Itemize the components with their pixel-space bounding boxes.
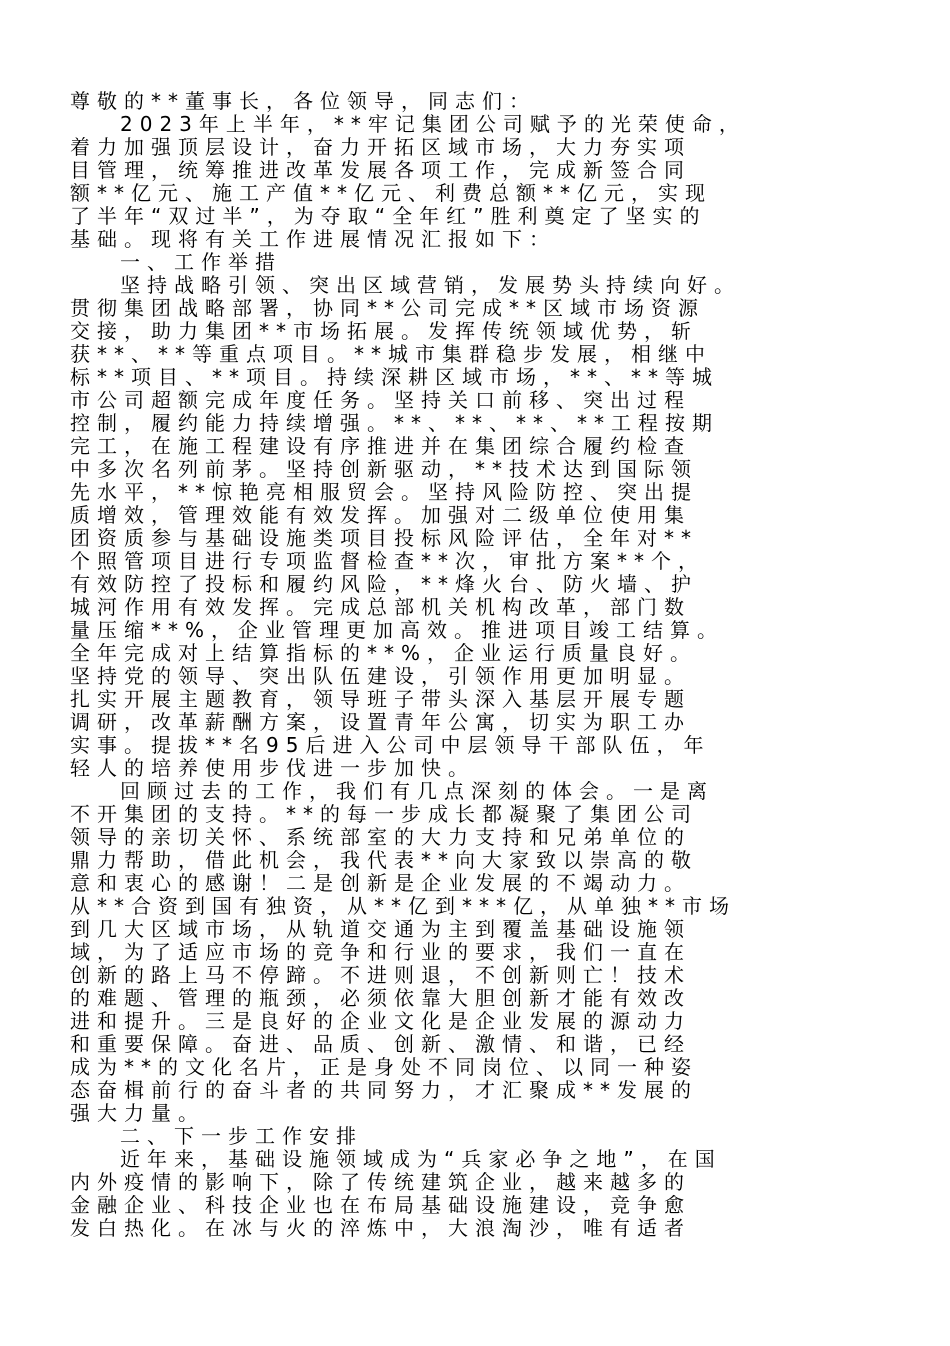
text-line: 了半年“双过半”，为夺取“全年红”胜利奠定了坚实的 — [70, 204, 707, 228]
text-line: 中多次名列前茅。坚持创新驱动，**技术达到国际领 — [70, 457, 698, 481]
text-line: 额**亿元、施工产值**亿元、利费总额**亿元，实现 — [70, 181, 712, 205]
text-line: 鼎力帮助，借此机会，我代表**向大家致以崇高的敬 — [70, 848, 698, 872]
text-line: 量压缩**%，企业管理更加高效。推进项目竣工结算。 — [70, 618, 725, 642]
text-line: 回顾过去的工作，我们有几点深刻的体会。一是离 — [120, 779, 714, 803]
text-line: 全年完成对上结算指标的**%，企业运行质量良好。 — [70, 641, 698, 665]
text-line: 成为**的文化名片，正是身处不同岗位、以同一种姿 — [70, 1055, 698, 1079]
text-line: 贯彻集团战略部署，协同**公司完成**区域市场资源 — [70, 296, 705, 320]
text-line: 个照管项目进行专项监督检查**次，审批方案**个， — [70, 549, 705, 573]
text-line: 强大力量。 — [70, 1101, 205, 1125]
text-line: 控制，履约能力持续增强。**、**、**、**工程按期 — [70, 411, 719, 435]
text-line: 完工，在施工程建设有序推进并在集团综合履约检查 — [70, 434, 691, 458]
text-line: 调研，改革薪酬方案，设置青年公寓，切实为职工办 — [70, 710, 691, 734]
text-line: 不开集团的支持。**的每一步成长都凝聚了集团公司 — [70, 802, 698, 826]
text-line: 城河作用有效发挥。完成总部机关机构改革，部门数 — [70, 595, 691, 619]
text-line: 轻人的培养使用步伐进一步加快。 — [70, 756, 475, 780]
text-line: 目管理，统筹推进改革发展各项工作，完成新签合同 — [70, 158, 691, 182]
section-heading: 一、工作举措 — [120, 250, 282, 274]
text-line: 域，为了适应市场的竞争和行业的要求，我们一直在 — [70, 940, 691, 964]
text-line: 先水平，**惊艳亮相服贸会。坚持风险防控、突出提 — [70, 480, 698, 504]
text-line: 的难题、管理的瓶颈，必须依靠大胆创新才能有效改 — [70, 986, 691, 1010]
text-line: 获**、**等重点项目。**城市集群稳步发展，相继中 — [70, 342, 712, 366]
document-page — [70, 90, 890, 1240]
text-line: 2023年上半年，**牢记集团公司赋予的光荣使命， — [120, 112, 746, 136]
text-line: 态奋楫前行的奋斗者的共同努力，才汇聚成**发展的 — [70, 1078, 698, 1102]
text-line: 尊敬的**董事长，各位领导，同志们： — [70, 89, 536, 113]
text-line: 坚持党的领导、突出队伍建设，引领作用更加明显。 — [70, 664, 691, 688]
text-line: 基础。现将有关工作进展情况汇报如下： — [70, 227, 556, 251]
text-line: 标**项目、**项目。持续深耕区域市场，**、**等城 — [70, 365, 719, 389]
text-line: 发白热化。在冰与火的淬炼中，大浪淘沙，唯有适者 — [70, 1216, 691, 1240]
text-line: 和重要保障。奋进、品质、创新、激情、和谐，已经 — [70, 1032, 691, 1056]
text-line: 近年来，基础设施领域成为“兵家必争之地”，在国 — [120, 1147, 722, 1171]
text-line: 有效防控了投标和履约风险，**烽火台、防火墙、护 — [70, 572, 698, 596]
text-line: 创新的路上马不停蹄。不进则退，不创新则亡！技术 — [70, 963, 691, 987]
text-line: 实事。提拔**名95后进入公司中层领导干部队伍，年 — [70, 733, 711, 757]
text-line: 金融企业、科技企业也在布局基础设施建设，竞争愈 — [70, 1193, 691, 1217]
text-line: 领导的亲切关怀、系统部室的大力支持和兄弟单位的 — [70, 825, 691, 849]
text-line: 质增效，管理效能有效发挥。加强对二级单位使用集 — [70, 503, 691, 527]
text-line: 意和衷心的感谢！二是创新是企业发展的不竭动力。 — [70, 871, 691, 895]
text-line: 交接，助力集团**市场拓展。发挥传统领域优势，斩 — [70, 319, 698, 343]
text-line: 团资质参与基础设施类项目投标风险评估，全年对** — [70, 526, 698, 550]
text-line: 着力加强顶层设计，奋力开拓区域市场，大力夯实项 — [70, 135, 691, 159]
text-line: 进和提升。三是良好的企业文化是企业发展的源动力 — [70, 1009, 691, 1033]
text-line: 扎实开展主题教育，领导班子带头深入基层开展专题 — [70, 687, 691, 711]
text-line: 从**合资到国有独资，从**亿到***亿，从单独**市场 — [70, 894, 736, 918]
section-heading: 二、下一步工作安排 — [120, 1124, 363, 1148]
text-line: 坚持战略引领、突出区域营销，发展势头持续向好。 — [120, 273, 741, 297]
text-line: 到几大区域市场，从轨道交通为主到覆盖基础设施领 — [70, 917, 691, 941]
text-line: 内外疫情的影响下，除了传统建筑企业，越来越多的 — [70, 1170, 691, 1194]
text-line: 市公司超额完成年度任务。坚持关口前移、突出过程 — [70, 388, 691, 412]
